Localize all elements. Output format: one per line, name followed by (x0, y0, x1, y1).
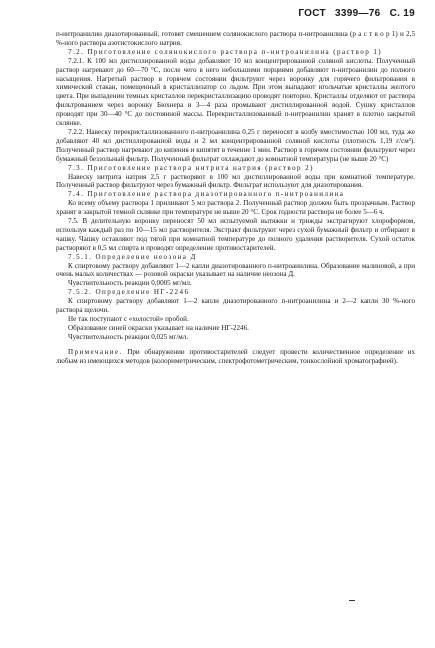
page-header (292, 8, 415, 19)
section-heading-7-5-1: 7.5.1. Определение неозона Д (68, 252, 197, 261)
paragraph-7-2-1: 7.2.1. К 100 мл дистиллированной воды добавляют 10 мл концентрированной соляной кислоты. Полученный раствор нагревают до 60—70 °С, после чего в него небольшими порциями добавляют п-нитроанилин до полного насыщения. Нагретый раствор в горячем состоянии фильтруют через воронку для горячего фильтрования в химический стакан, помещенный в кристаллизатор со льдом. При этом выпадают игольчатые кристаллы желтого цвета. При выпадении темных кристаллов перекристаллизацию проводят повторно. Кристаллы отделяют от раствора фильтрованием через воронку Бюхнера и 3—4 раза промывают дистиллированной водой. Сушку кристаллов проводят при 30—40 °С до постоянной массы. Перекристаллизованный п-нитроанилин хранят в плотно закрытой склянке. (56, 56, 415, 128)
document-body (56, 30, 415, 366)
paragraph-7-5-2-d: Чувствительность реакции 0,025 мг/мл. (68, 332, 189, 341)
paragraph-7-5-1-a: К спиртовому раствору добавляют 1—2 капли диазотированного п-нитроанилина. Образование малиновой, а при очень малых количествах — розовой окраски указывает на наличие неозона Д. (56, 261, 415, 279)
section-heading-7-2: 7.2. Приготовление солянокислого раствора п-нитроанилина (раствор 1) (68, 47, 383, 56)
note-label: Примечание. (68, 347, 123, 356)
paragraph-7-5-1-b: Чувствительность реакции 0,0005 мг/мл. (68, 279, 192, 288)
paragraph-7-3: Навеску нитрита натрия 2,5 г растворяют в 100 мл дистиллированной воды при комнатной температуре. Полученный раствор фильтруют через бумажный фильтр. Фильтрат используют для диазотирования. (56, 172, 415, 190)
paragraph-7-5-2-c: Образование синей окраски указывает на наличие НГ-2246. (68, 323, 249, 332)
note-text: При обнаружении противостарителей следует провести количественное определение их любым из имеющихся методов (колориметрическим, спектрофотометрическим, тонкослойной хроматографией). (56, 347, 415, 365)
section-heading-7-4: 7.4. Приготовление раствора диазотированного п-нитроанилина (68, 190, 345, 199)
intro-paragraph: п-нитроанилин диазотированный, готовят смешением солянокислого раствора п-нитроанилина (р а с т в о р 1) и 2,5 %-ного раствора азотистокислого натрия. (56, 30, 415, 47)
page-number: С. 19 (389, 8, 415, 19)
section-heading-7-3: 7.3. Приготовление раствора нитрита натрия (раствор 2) (68, 163, 314, 172)
paragraph-7-4: Ко всему объему раствора 1 приливают 5 мл раствора 2. Полученный раствор должен быть прозрачным. Раствор хранят в закрытой темной склянке при температуре не выше 20 °С. Срок годности раствора не более 5—6 ч. (56, 199, 415, 217)
section-heading-7-5-2: 7.5.2. Определение НГ-2246 (68, 288, 190, 297)
paragraph-7-5-2-a: К спиртовому раствору добавляют 1—2 капли диазотированного п-нитроанилина и 2—2 капли 30 %-ного раствора щелочи. (56, 297, 415, 315)
page-end-mark (349, 600, 355, 601)
note-paragraph (56, 348, 415, 366)
paragraph-7-2-2: 7.2.2. Навеску перекристаллизованного п-нитроанилина 0,25 г переносят в колбу вместимостью 100 мл, туда же добавляют 40 мл дистиллированной воды и 2 мл концентрированной соляной кислоты (плотность 1,19 г/см³). Полученный раствор нагревают до кипения и кипятят в течение 1 мин. Раствор в горячем состоянии фильтруют через бумажный беззольный фильтр. Полученный фильтрат охлаждают до комнатной температуры (не выше 20 °С) (56, 127, 415, 163)
paragraph-7-5-2-b: Не так поступают с «холостой» пробой. (68, 315, 189, 323)
paragraph-7-5: 7.5. В делительную воронку переносят 50 мл испытуемой вытяжки и трижды экстрагируют хлороформом, используя каждый раз по 10—15 мл растворителя. Экстракт фильтруют через сухой бумажный фильтр и отбирают в чашку. Чашку оставляют под тягой при комнатной температуре до полного удаления растворителя. Сухой остаток растворяют в 0,5 мл спирта и проводят определение противостарителей. (56, 217, 415, 252)
standard-label: ГОСТ (298, 8, 326, 19)
standard-number: 3399—76 (335, 8, 381, 19)
